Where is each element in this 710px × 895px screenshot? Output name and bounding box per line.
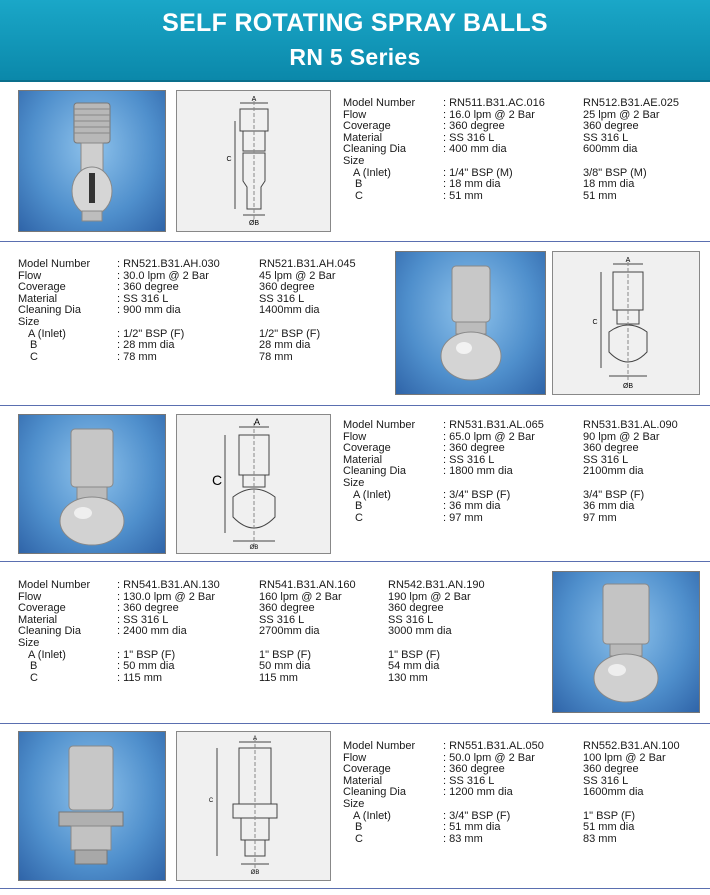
label-c: C xyxy=(355,189,363,202)
flow-value: 90 lpm @ 2 Bar xyxy=(583,430,660,443)
model-number: RN531.B31.AL.090 xyxy=(583,419,678,431)
label-c: C xyxy=(355,832,363,845)
flow-value: : 50.0 lpm @ 2 Bar xyxy=(443,751,535,764)
model-number: RN521.B31.AH.045 xyxy=(259,258,356,270)
size-a-value: : 3/4" BSP (F) xyxy=(443,809,511,822)
size-a-value: : 3/4" BSP (F) xyxy=(443,488,511,501)
cleaning-dia-value: : 2400 mm dia xyxy=(117,625,187,638)
spec-label-column xyxy=(343,98,415,202)
spec-label-column xyxy=(343,741,415,845)
size-b-value: : 18 mm dia xyxy=(443,178,501,191)
size-c-value: : 115 mm xyxy=(117,671,163,684)
product-photo-rn53 xyxy=(18,414,166,554)
dim-label-c: C xyxy=(208,798,214,804)
model-number: RN512.B31.AE.025 xyxy=(583,97,680,109)
size-c-value: : 51 mm xyxy=(443,189,483,202)
section-divider xyxy=(0,888,710,889)
label-c: C xyxy=(355,511,363,524)
flow-value: 25 lpm @ 2 Bar xyxy=(583,108,660,121)
technical-drawing-rn53 xyxy=(176,414,331,554)
model-column xyxy=(117,259,220,363)
size-b-value: : 51 mm dia xyxy=(443,821,501,834)
cleaning-dia-value: 1400mm dia xyxy=(259,304,320,317)
label-size: Size xyxy=(18,315,40,328)
label-flow: Flow xyxy=(18,590,42,603)
size-b-value: : 50 mm dia xyxy=(117,660,175,673)
size-b-value: : 36 mm dia xyxy=(443,500,501,513)
size-c-value: 130 mm xyxy=(388,671,428,684)
model-column xyxy=(583,98,679,202)
material-value: SS 316 L xyxy=(583,131,629,144)
model-column xyxy=(259,259,356,363)
model-column xyxy=(583,420,678,524)
size-b-value: 50 mm dia xyxy=(259,660,311,673)
label-flow: Flow xyxy=(18,269,42,282)
material-value: : SS 316 L xyxy=(443,131,495,144)
label-size: Size xyxy=(18,636,40,649)
dim-label-c: C xyxy=(226,156,232,163)
label-model-number: Model Number xyxy=(343,419,416,431)
size-a-value: 1" BSP (F) xyxy=(259,648,311,661)
label-cleaning-dia: Cleaning Dia xyxy=(18,625,81,638)
coverage-value: 360 degree xyxy=(259,602,315,615)
label-coverage: Coverage xyxy=(343,442,391,455)
cleaning-dia-value: : 900 mm dia xyxy=(117,304,181,317)
label-coverage: Coverage xyxy=(18,281,66,294)
label-a-inlet: A (Inlet) xyxy=(353,809,391,822)
material-value: : SS 316 L xyxy=(443,453,495,466)
cleaning-dia-value: 1600mm dia xyxy=(583,786,644,799)
coverage-value: : 360 degree xyxy=(443,120,505,133)
coverage-value: : 360 degree xyxy=(117,602,179,615)
label-b: B xyxy=(30,339,38,352)
coverage-value: 360 degree xyxy=(583,442,639,455)
material-value: : SS 316 L xyxy=(443,774,495,787)
coverage-value: : 360 degree xyxy=(443,442,505,455)
product-photo-rn55 xyxy=(18,731,166,881)
spec-label-column xyxy=(343,420,415,524)
model-number: : RN551.B31.AL.050 xyxy=(443,740,544,752)
model-number: : RN541.B31.AN.130 xyxy=(117,579,220,591)
dim-label-c: C xyxy=(211,472,223,488)
model-column xyxy=(583,741,680,845)
size-b-value: 18 mm dia xyxy=(583,178,635,191)
section-divider xyxy=(0,405,710,406)
label-a-inlet: A (Inlet) xyxy=(28,327,66,340)
size-b-value: 51 mm dia xyxy=(583,821,635,834)
spec-label-column xyxy=(18,580,90,684)
technical-drawing-rn51 xyxy=(176,90,331,232)
label-material: Material xyxy=(343,774,383,787)
product-photo-rn52 xyxy=(395,251,546,395)
size-b-value: 28 mm dia xyxy=(259,339,311,352)
size-c-value: 51 mm xyxy=(583,189,617,202)
label-a-inlet: A (Inlet) xyxy=(353,488,391,501)
label-b: B xyxy=(30,660,38,673)
size-c-value: 115 mm xyxy=(259,671,298,684)
dim-label-a: A xyxy=(251,96,257,103)
model-number: RN541.B31.AN.160 xyxy=(259,579,356,591)
size-c-value: : 78 mm xyxy=(117,350,157,363)
model-number: RN542.B31.AN.190 xyxy=(388,579,485,591)
size-c-value: 97 mm xyxy=(583,511,617,524)
label-material: Material xyxy=(18,613,58,626)
label-b: B xyxy=(355,500,363,513)
label-cleaning-dia: Cleaning Dia xyxy=(18,304,81,317)
product-photo-rn51 xyxy=(18,90,166,232)
size-a-value: 1/2" BSP (F) xyxy=(259,327,321,340)
label-b: B xyxy=(355,821,363,834)
flow-value: : 16.0 lpm @ 2 Bar xyxy=(443,108,535,121)
section-divider xyxy=(0,723,710,724)
label-cleaning-dia: Cleaning Dia xyxy=(343,465,406,478)
dim-label-a: A xyxy=(253,417,261,427)
label-c: C xyxy=(30,671,38,684)
section-divider xyxy=(0,561,710,562)
size-c-value: 78 mm xyxy=(259,350,293,363)
material-value: SS 316 L xyxy=(388,613,434,626)
label-material: Material xyxy=(18,292,58,305)
dim-label-b: ØB xyxy=(250,870,260,876)
technical-drawing-rn55 xyxy=(176,731,331,881)
cleaning-dia-value: 600mm dia xyxy=(583,143,638,156)
size-a-value: 3/4" BSP (F) xyxy=(583,488,645,501)
model-column xyxy=(117,580,220,684)
model-number: : RN521.B31.AH.030 xyxy=(117,258,220,270)
page-subtitle: RN 5 Series xyxy=(289,44,421,70)
flow-value: 190 lpm @ 2 Bar xyxy=(388,590,471,603)
coverage-value: 360 degree xyxy=(388,602,444,615)
cleaning-dia-value: : 1800 mm dia xyxy=(443,465,513,478)
cleaning-dia-value: 2700mm dia xyxy=(259,625,320,638)
flow-value: 100 lpm @ 2 Bar xyxy=(583,751,666,764)
title-banner xyxy=(0,0,710,82)
dim-label-b: ØB xyxy=(622,383,634,390)
material-value: SS 316 L xyxy=(259,613,305,626)
label-material: Material xyxy=(343,131,383,144)
flow-value: : 30.0 lpm @ 2 Bar xyxy=(117,269,209,282)
label-coverage: Coverage xyxy=(343,120,391,133)
size-a-value: : 1/4" BSP (M) xyxy=(443,166,513,179)
cleaning-dia-value: 2100mm dia xyxy=(583,465,644,478)
material-value: SS 316 L xyxy=(583,453,629,466)
size-a-value: 1" BSP (F) xyxy=(583,809,635,822)
dim-label-c: C xyxy=(592,319,598,326)
label-model-number: Model Number xyxy=(18,258,91,270)
size-b-value: : 28 mm dia xyxy=(117,339,175,352)
cleaning-dia-value: : 1200 mm dia xyxy=(443,786,513,799)
dim-label-a: A xyxy=(252,736,258,742)
dim-label-b: ØB xyxy=(248,220,260,227)
label-coverage: Coverage xyxy=(343,763,391,776)
model-column xyxy=(388,580,485,684)
model-number: : RN511.B31.AC.016 xyxy=(443,97,545,109)
label-size: Size xyxy=(343,154,365,167)
spec-label-column xyxy=(18,259,90,363)
size-a-value: 3/8" BSP (M) xyxy=(583,166,647,179)
flow-value: 45 lpm @ 2 Bar xyxy=(259,269,336,282)
coverage-value: 360 degree xyxy=(583,763,639,776)
technical-drawing-rn52 xyxy=(552,251,700,395)
flow-value: : 130.0 lpm @ 2 Bar xyxy=(117,590,215,603)
label-material: Material xyxy=(343,453,383,466)
size-b-value: 54 mm dia xyxy=(388,660,440,673)
label-a-inlet: A (Inlet) xyxy=(353,166,391,179)
label-coverage: Coverage xyxy=(18,602,66,615)
material-value: SS 316 L xyxy=(583,774,629,787)
label-size: Size xyxy=(343,797,365,810)
label-model-number: Model Number xyxy=(343,740,416,752)
size-b-value: 36 mm dia xyxy=(583,500,635,513)
label-size: Size xyxy=(343,476,365,489)
cleaning-dia-value: : 400 mm dia xyxy=(443,143,507,156)
label-model-number: Model Number xyxy=(18,579,91,591)
label-c: C xyxy=(30,350,38,363)
size-a-value: : 1/2" BSP (F) xyxy=(117,327,185,340)
model-number: : RN531.B31.AL.065 xyxy=(443,419,544,431)
coverage-value: : 360 degree xyxy=(117,281,179,294)
label-model-number: Model Number xyxy=(343,97,416,109)
size-c-value: : 97 mm xyxy=(443,511,483,524)
model-number: RN552.B31.AN.100 xyxy=(583,740,680,752)
label-b: B xyxy=(355,178,363,191)
size-c-value: : 83 mm xyxy=(443,832,483,845)
material-value: : SS 316 L xyxy=(117,292,169,305)
model-column xyxy=(443,741,544,845)
cleaning-dia-value: 3000 mm dia xyxy=(388,625,452,638)
size-c-value: 83 mm xyxy=(583,832,617,845)
coverage-value: 360 degree xyxy=(259,281,315,294)
model-column xyxy=(443,420,544,524)
label-a-inlet: A (Inlet) xyxy=(28,648,66,661)
material-value: SS 316 L xyxy=(259,292,305,305)
coverage-value: : 360 degree xyxy=(443,763,505,776)
dim-label-b: ØB xyxy=(249,545,259,551)
material-value: : SS 316 L xyxy=(117,613,169,626)
label-cleaning-dia: Cleaning Dia xyxy=(343,786,406,799)
dim-label-a: A xyxy=(625,257,631,264)
flow-value: 160 lpm @ 2 Bar xyxy=(259,590,342,603)
label-flow: Flow xyxy=(343,430,367,443)
coverage-value: 360 degree xyxy=(583,120,639,133)
size-a-value: 1" BSP (F) xyxy=(388,648,440,661)
model-column xyxy=(259,580,356,684)
page-title: SELF ROTATING SPRAY BALLS xyxy=(162,9,548,37)
size-a-value: : 1" BSP (F) xyxy=(117,648,176,661)
label-cleaning-dia: Cleaning Dia xyxy=(343,143,406,156)
section-divider xyxy=(0,241,710,242)
product-photo-rn54 xyxy=(552,571,700,713)
label-flow: Flow xyxy=(343,751,367,764)
model-column xyxy=(443,98,545,202)
label-flow: Flow xyxy=(343,108,367,121)
flow-value: : 65.0 lpm @ 2 Bar xyxy=(443,430,535,443)
